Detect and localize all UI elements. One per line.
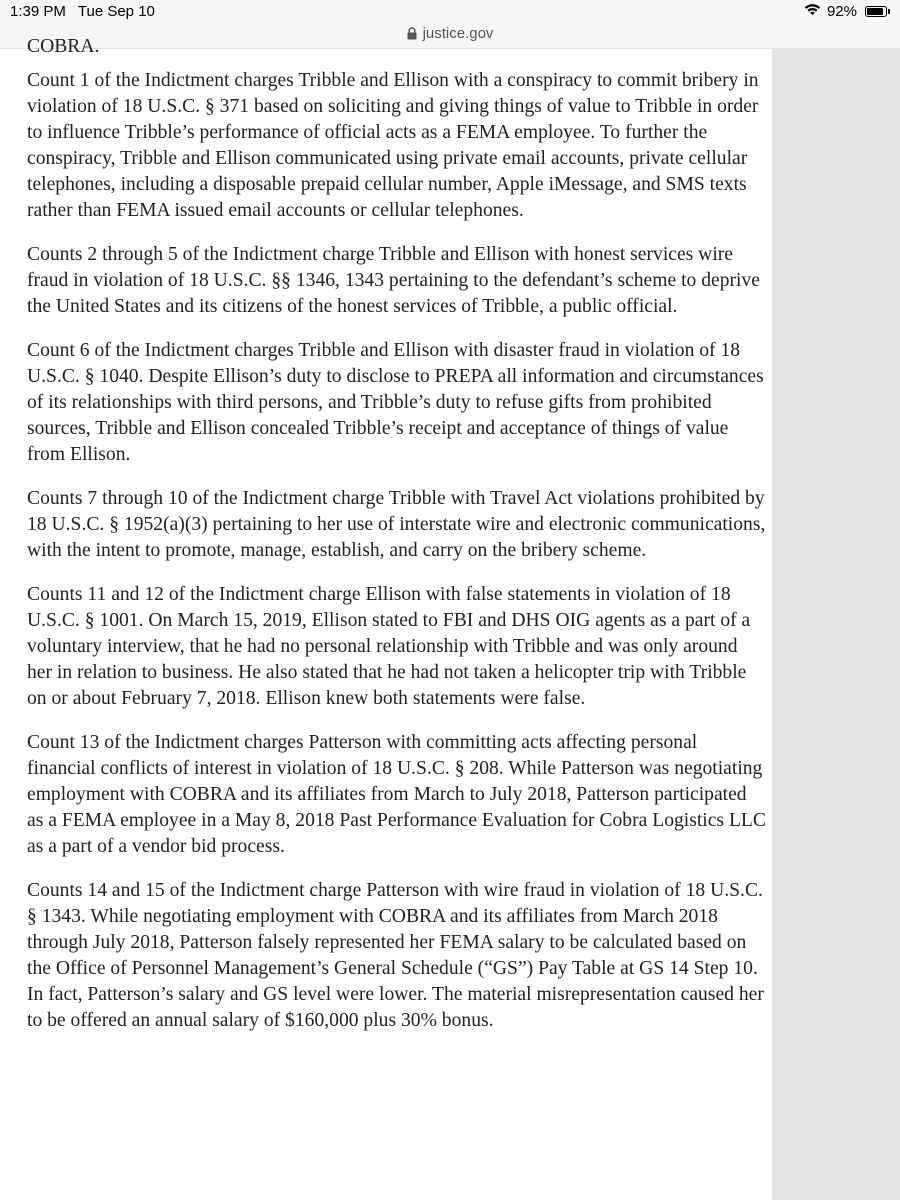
paragraph-counts-2-5: Counts 2 through 5 of the Indictment charge Tribble and Ellison with honest services wire fraud in violation of 18 U.S.C. §§ 1346, 1343 pertaining to the defendant’s scheme to deprive the United States and its citizens of the honest services of Tribble, a public official. — [27, 244, 760, 317]
paragraph-counts-11-12: Counts 11 and 12 of the Indictment charge Ellison with false statements in violation of 18 U.S.C. § 1001. On March 15, 2019, Ellison stated to FBI and DHS OIG agents as a part of a voluntary interview, that he had no personal relationship with Tribble and was only around her in relation to business. He also stated that he had not taken a helicopter trip with Tribble on or about February 7, 2018. Ellison knew both statements were false. — [27, 584, 751, 709]
url-text[interactable]: justice.gov — [422, 25, 494, 42]
status-date: Tue Sep 10 — [77, 3, 155, 20]
status-time — [10, 3, 155, 20]
battery-percent: 92% — [826, 3, 857, 20]
paragraph-counts-7-10: Counts 7 through 10 of the Indictment charge Tribble with Travel Act violations prohibited by 18 U.S.C. § 1952(a)(3) pertaining to her use of interstate wire and electronic communications, with the intent to promote, manage, establish, and carry on the bribery scheme. — [27, 488, 766, 561]
side-panel — [772, 49, 900, 1200]
cut-off-text: COBRA. — [27, 36, 100, 57]
battery-icon — [863, 6, 890, 17]
paragraph-count-13: Count 13 of the Indictment charges Patterson with committing acts affecting personal financial conflicts of interest in violation of 18 U.S.C. § 208. While Patterson was negotiating employment with COBRA and its affiliates from March to July 2018, Patterson participated as a FEMA employee in a May 8, 2018 Past Performance Evaluation for Cobra Logistics LLC as a part of a vendor bid process. — [27, 732, 766, 857]
wifi-icon — [804, 3, 821, 20]
paragraph-counts-14-15: Counts 14 and 15 of the Indictment charge Patterson with wire fraud in violation of 18 U.S.C. § 1343. While negotiating employment with COBRA and its affiliates from March 2018 through July 2018, Patterson falsely represented her FEMA salary to be calculated based on the Office of Personnel Management’s General Schedule (“GS”) Pay Table at GS 14 Step 10. In fact, Patterson’s salary and GS level were lower. The material misrepresentation caused her to be offered an annual salary of $160,000 plus 30% bonus. — [27, 880, 764, 1031]
clock-time: 1:39 PM — [10, 3, 66, 20]
paragraph-count-6: Count 6 of the Indictment charges Tribble and Ellison with disaster fraud in violation of 18 U.S.C. § 1040. Despite Ellison’s duty to disclose to PREPA all information and circumstances of its relationships with third persons, and Tribble’s duty to refuse gifts from prohibited sources, Tribble and Ellison concealed Tribble’s receipt and acceptance of things of value from Ellison. — [27, 340, 764, 465]
status-bar — [0, 0, 900, 24]
article-content — [27, 36, 767, 1200]
paragraph-count-1: Count 1 of the Indictment charges Tribble and Ellison with a conspiracy to commit bribery in violation of 18 U.S.C. § 371 based on soliciting and giving things of value to Tribble in order to influence Tribble’s performance of official acts as a FEMA employee. To further the conspiracy, Tribble and Ellison communicated using private email accounts, private cellular telephones, including a disposable prepaid cellular number, Apple iMessage, and SMS texts rather than FEMA issued email accounts or cellular telephones. — [27, 70, 759, 221]
status-indicators — [804, 3, 890, 20]
